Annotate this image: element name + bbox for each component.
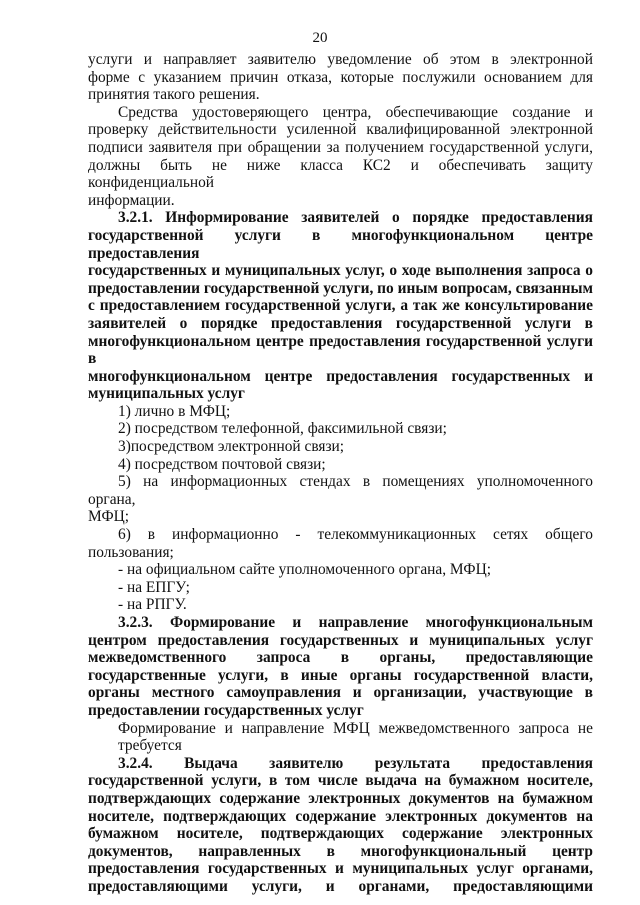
text-line: Средства удостоверяющего центра, обеспечивающие создание и <box>118 103 593 121</box>
text-line: государственные услуги, в иные органы государственной власти, <box>88 666 593 684</box>
text-line: заявителей о порядке предоставления государственной услуги в <box>88 314 593 332</box>
text-line: государственной услуги, в том числе выдача на бумажном носителе, <box>88 772 593 790</box>
text-line: проверку действительности усиленной квалифицированной электронной <box>88 121 593 139</box>
text-line: с предоставлением государственной услуги, а так же консультирование <box>88 297 593 315</box>
text-line: 3.2.3. Формирование и направление многофункциональным <box>118 614 593 631</box>
text-line: услуги и направляет заявителю уведомление об этом в электронной <box>88 51 593 68</box>
text-line: требуется <box>118 737 182 755</box>
text-line: 4) посредством почтовой связи; <box>118 455 326 473</box>
text-line: предоставлении государственной услуги, по иным вопросам, связанным <box>88 279 593 297</box>
text-line: центром предоставления государственных и муниципальных услуг <box>88 631 593 649</box>
text-line: межведомственного запроса в органы, предоставляющие <box>88 649 593 667</box>
document-body <box>88 51 593 896</box>
text-line: государственных и муниципальных услуг, о ходе выполнения запроса о <box>88 262 593 280</box>
text-line: Формирование и направление МФЦ межведомственного запроса не <box>118 719 593 737</box>
text-line: носителе, подтверждающих содержание электронных документов на <box>88 807 593 825</box>
text-line: форме с указанием причин отказа, которые послужили основанием для <box>88 68 593 86</box>
text-line: подтверждающих содержание электронных документов на бумажном <box>88 789 593 807</box>
text-line: 3)посредством электронной связи; <box>118 438 345 456</box>
text-line: принятия такого решения. <box>88 86 260 104</box>
text-line: государственной услуги в многофункциональном центре предоставления <box>88 226 593 262</box>
text-line: информации. <box>88 191 175 209</box>
text-line: документов, направленных в многофункциональный центр <box>88 842 593 860</box>
text-line: предоставления государственных и муниципальных услуг органами, <box>88 860 593 878</box>
text-line: 1) лично в МФЦ; <box>118 402 231 420</box>
text-line: подписи заявителя при обращении за получением государственной услуги, <box>88 138 593 156</box>
text-line: бумажном носителе, подтверждающих содержание электронных <box>88 825 593 843</box>
text-line: предоставлении государственных услуг <box>88 701 364 719</box>
text-line: многофункциональном центре предоставления государственной услуги в <box>88 332 593 368</box>
text-line: 3.2.4. Выдача заявителю результата предоставления <box>118 754 593 772</box>
text-line: МФЦ; <box>88 508 130 526</box>
text-line: 5) на информационных стендах в помещениях уполномоченного органа, <box>88 473 593 508</box>
text-line: 6) в информационно - телекоммуникационных сетях общего <box>118 526 593 544</box>
text-line: - на официальном сайте уполномоченного органа, МФЦ; <box>118 561 491 579</box>
text-line: 3.2.1. Информирование заявителей о порядке предоставления <box>118 209 593 227</box>
text-line: - на ЕПГУ; <box>118 578 190 596</box>
text-line: должны быть не ниже класса КС2 и обеспечивать защиту конфиденциальной <box>88 156 593 192</box>
text-line: пользования; <box>88 543 174 561</box>
text-line: муниципальных услуг <box>88 385 245 403</box>
text-line: - на РПГУ. <box>118 596 187 614</box>
text-line: 2) посредством телефонной, факсимильной связи; <box>118 420 447 438</box>
text-line: предоставляющими услуги, и органами, предоставляющими <box>88 877 593 895</box>
text-line: многофункциональном центре предоставления государственных и <box>88 367 593 385</box>
page-number: 20 <box>312 30 328 46</box>
text-line: органы местного самоуправления и организации, участвующие в <box>88 684 593 702</box>
